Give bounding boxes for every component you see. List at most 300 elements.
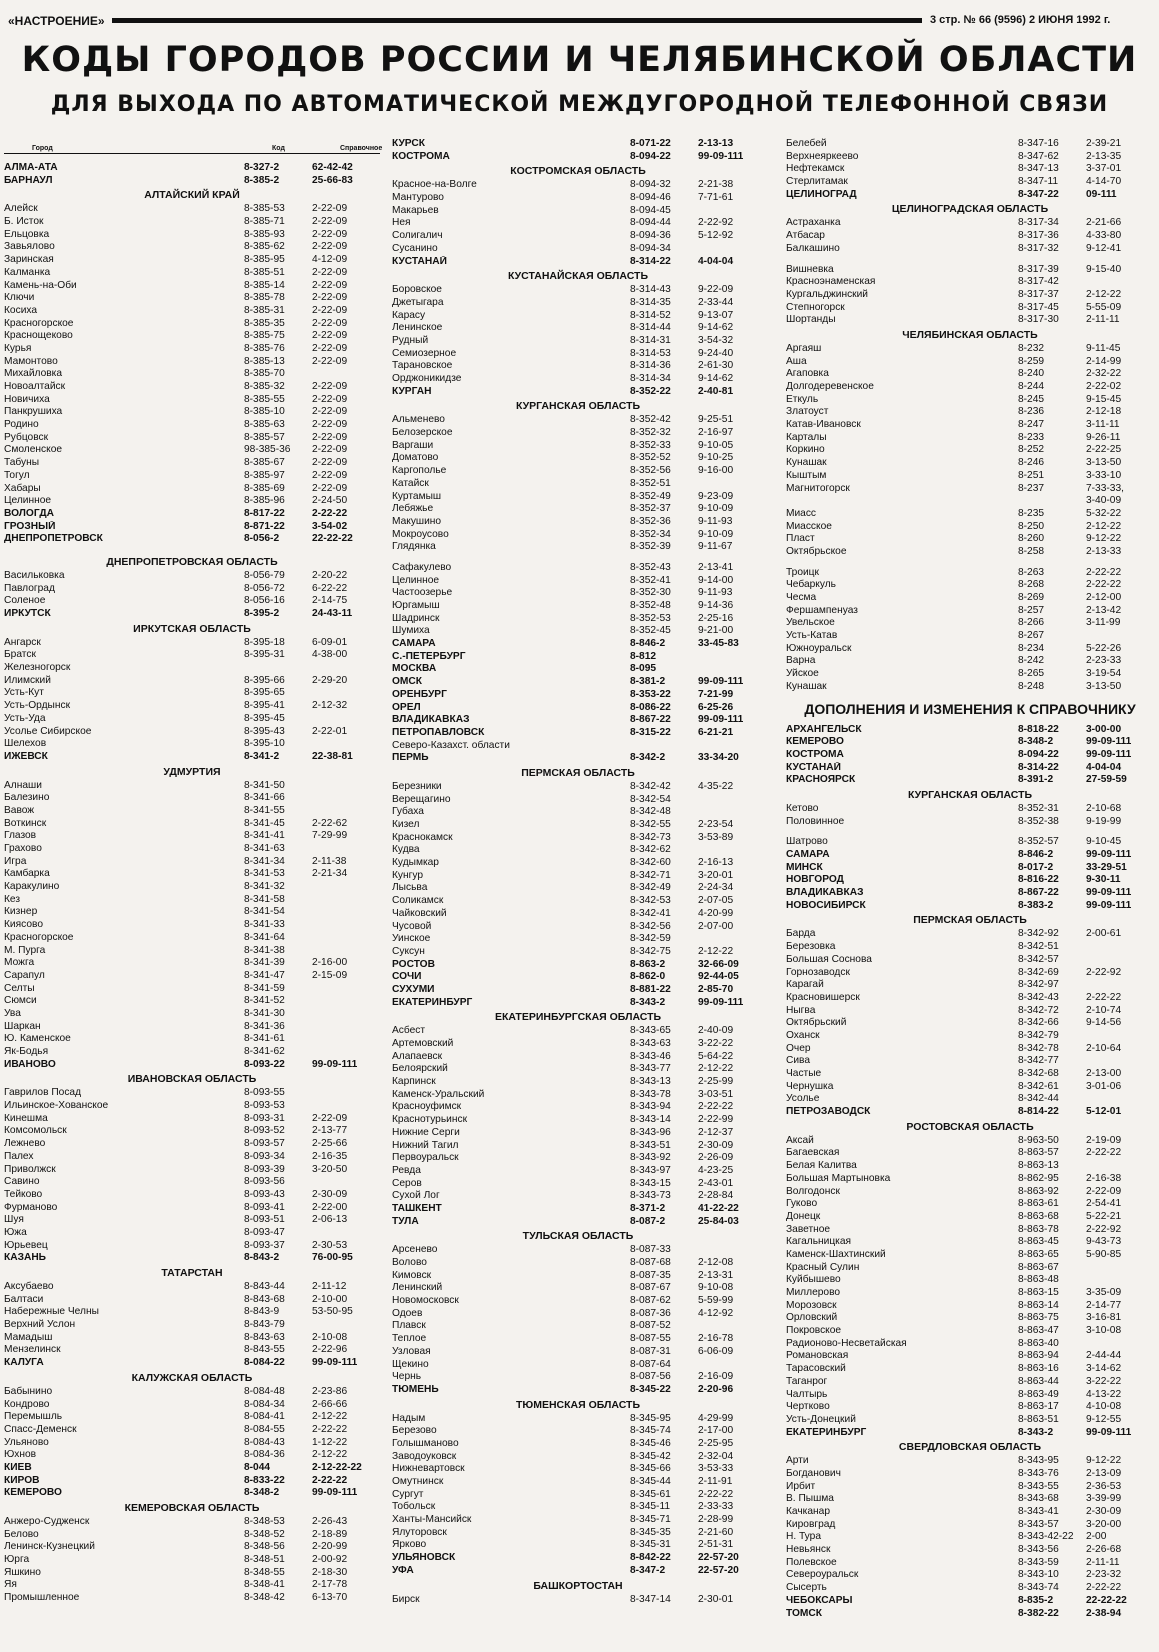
city-code: 8-385-55 xyxy=(244,393,285,405)
city-row xyxy=(4,675,380,688)
city-name: Нижние Серги xyxy=(392,1126,460,1138)
city-row xyxy=(392,1101,764,1114)
city-row xyxy=(786,1338,1154,1351)
column-body xyxy=(4,162,380,1605)
city-row xyxy=(786,836,1154,849)
city-ref xyxy=(698,794,764,807)
city-code: 8-352-33 xyxy=(630,439,671,451)
city-code: 8-371-2 xyxy=(630,1202,666,1214)
city-ref xyxy=(312,894,380,907)
city-ref: 22-22-22 xyxy=(312,533,353,545)
city-ref xyxy=(312,662,380,675)
city-row xyxy=(392,1451,764,1464)
city-name: Ирбит xyxy=(786,1480,816,1492)
city-row xyxy=(786,1043,1154,1056)
city-ref xyxy=(312,995,380,1008)
city-row xyxy=(786,508,1154,521)
city-name: Суксун xyxy=(392,945,425,957)
city-code: 8-343-78 xyxy=(630,1088,671,1100)
city-row-major xyxy=(786,774,1154,787)
city-ref: 2-23-33 xyxy=(1086,655,1122,667)
city-row xyxy=(786,617,1154,630)
city-name: ЧЕБОКСАРЫ xyxy=(786,1594,853,1606)
city-name: Нефтекамск xyxy=(786,163,845,175)
city-ref: 2-22-09 xyxy=(312,216,348,228)
city-name: Покровское xyxy=(786,1325,842,1337)
city-ref xyxy=(312,1021,380,1034)
city-name: Шаркан xyxy=(4,1020,41,1032)
city-name: Усолье xyxy=(786,1093,820,1105)
city-name: Очер xyxy=(786,1042,811,1054)
city-ref: 2-18-30 xyxy=(312,1566,348,1578)
city-code: 8-385-95 xyxy=(244,254,285,266)
city-ref: 09-111 xyxy=(1086,188,1117,200)
city-code: 8-342-49 xyxy=(630,882,671,894)
city-row-major xyxy=(786,1595,1154,1608)
city-row xyxy=(4,457,380,470)
page-header xyxy=(0,0,1159,150)
city-ref: 2-12-22 xyxy=(1086,288,1122,300)
city-row xyxy=(4,1164,380,1177)
city-row-major xyxy=(4,1252,380,1265)
city-ref: 6-22-22 xyxy=(312,582,348,594)
city-name: СОЧИ xyxy=(392,971,422,983)
city-name: Братск xyxy=(4,649,36,661)
city-code: 8-881-22 xyxy=(630,983,671,995)
city-name: Чернушка xyxy=(786,1080,834,1092)
city-ref: 4-33-80 xyxy=(1086,230,1122,242)
city-row-major xyxy=(392,984,764,997)
city-name: Краснощеково xyxy=(4,330,73,342)
city-name: КЕМЕРОВО xyxy=(786,736,844,748)
city-row xyxy=(786,419,1154,432)
city-ref xyxy=(312,713,380,726)
city-row-major xyxy=(4,608,380,621)
column-header-code: Код xyxy=(272,145,285,152)
city-ref: 2-30-53 xyxy=(312,1239,348,1251)
city-row xyxy=(786,1569,1154,1582)
city-row xyxy=(786,289,1154,302)
city-ref: 7-33-33, xyxy=(1086,482,1124,494)
city-name: Чертково xyxy=(786,1401,830,1413)
city-name: Астраханка xyxy=(786,217,841,229)
city-row xyxy=(4,1100,380,1113)
city-ref: 2-22-92 xyxy=(1086,966,1122,978)
city-ref: 2-22-09 xyxy=(312,469,348,481)
city-name: КИЕВ xyxy=(4,1461,32,1473)
city-ref: 6-06-09 xyxy=(698,1345,734,1357)
city-ref xyxy=(312,932,380,945)
city-ref: 2-22-96 xyxy=(312,1344,348,1356)
city-name: Каменск-Уральский xyxy=(392,1088,485,1100)
city-ref: 4-12-09 xyxy=(312,254,348,266)
city-code: 8-094-32 xyxy=(630,179,671,191)
city-row xyxy=(786,928,1154,941)
city-ref: 99-09-111 xyxy=(1086,899,1132,911)
city-name: Палех xyxy=(4,1150,34,1162)
city-code: 8-343-41 xyxy=(1018,1506,1059,1517)
city-name: Сусанино xyxy=(392,242,438,254)
city-ref: 3-11-99 xyxy=(1086,617,1121,629)
city-name: Плавск xyxy=(392,1320,426,1332)
city-code: 8-846-2 xyxy=(630,638,666,650)
city-code: 8-862-95 xyxy=(1018,1172,1059,1184)
region-heading: ЕКАТЕРИНБУРГСКАЯ ОБЛАСТЬ xyxy=(494,1011,662,1024)
city-row xyxy=(392,1270,764,1283)
city-code: 8-341-33 xyxy=(244,919,285,931)
city-row xyxy=(392,1178,764,1191)
city-row xyxy=(4,1138,380,1151)
city-ref: 3-16-81 xyxy=(1086,1312,1122,1324)
city-code: 8-352-49 xyxy=(630,490,671,502)
city-code: 8-314-53 xyxy=(630,347,671,359)
city-code: 8-843-55 xyxy=(244,1344,285,1356)
city-name: Целинное xyxy=(392,574,440,586)
city-ref: 9-11-45 xyxy=(1086,342,1121,354)
city-code: 8-863-40 xyxy=(1018,1337,1059,1349)
city-ref xyxy=(1086,979,1154,992)
city-row xyxy=(786,243,1154,256)
city-ref: 2-21-66 xyxy=(1086,217,1122,229)
city-row xyxy=(786,533,1154,546)
city-code: 8-835-2 xyxy=(1018,1594,1054,1606)
city-ref: 3-19-54 xyxy=(1086,668,1122,680)
city-code: 8-342-55 xyxy=(630,819,671,830)
city-name: Чернь xyxy=(392,1371,422,1383)
city-ref: 2-22-09 xyxy=(312,482,348,494)
region-heading: СВЕРДЛОВСКАЯ ОБЛАСТЬ xyxy=(898,1441,1042,1454)
city-ref: 2-23-86 xyxy=(312,1385,348,1397)
city-ref: 99-09-111 xyxy=(698,996,744,1008)
city-code: 8-094-45 xyxy=(630,204,671,216)
city-ref: 9-19-99 xyxy=(1086,815,1122,827)
city-name: ГРОЗНЫЙ xyxy=(4,520,56,532)
city-name: Южа xyxy=(4,1226,27,1238)
city-name: Соликамск xyxy=(392,895,444,907)
city-row-major xyxy=(392,1203,764,1216)
city-code: 8-348-56 xyxy=(244,1541,285,1553)
city-row-major xyxy=(392,714,764,727)
city-code: 8-342-77 xyxy=(1018,1055,1059,1067)
city-row xyxy=(786,151,1154,164)
city-ref: 2-12-22 xyxy=(312,1449,348,1461)
city-code: 8-342-92 xyxy=(1018,928,1059,940)
city-code: 8-246 xyxy=(1018,457,1045,469)
city-row xyxy=(4,637,380,650)
city-ref xyxy=(1086,630,1154,643)
city-code: 8-314-36 xyxy=(630,360,671,372)
city-name: Семиозерное xyxy=(392,347,457,359)
city-name: Ключи xyxy=(4,292,35,304)
city-ref: 2-06-13 xyxy=(312,1214,348,1226)
city-ref xyxy=(312,843,380,856)
city-code: 8-352-51 xyxy=(630,477,671,489)
city-code: 8-343-2 xyxy=(630,996,666,1008)
city-ref: 2-20-99 xyxy=(312,1541,348,1553)
city-code: 8-385-57 xyxy=(244,431,285,443)
city-row xyxy=(786,605,1154,618)
city-ref: 9-25-51 xyxy=(698,414,734,426)
city-name: Сарапул xyxy=(4,969,45,981)
city-row xyxy=(4,957,380,970)
city-code: 8-863-45 xyxy=(1018,1236,1059,1248)
city-name: Бирск xyxy=(392,1593,420,1605)
city-code: 8-863-94 xyxy=(1018,1350,1059,1362)
city-code: 8-341-52 xyxy=(244,995,285,1007)
city-code: 8-348-41 xyxy=(244,1579,285,1591)
city-code: 8-341-59 xyxy=(244,982,285,994)
city-row xyxy=(392,414,764,427)
city-name: Троицк xyxy=(786,566,819,578)
city-name: Серов xyxy=(392,1177,422,1189)
city-row xyxy=(786,1017,1154,1030)
city-row xyxy=(786,979,1154,992)
city-ref: 2-30-09 xyxy=(698,1139,734,1151)
city-name: Вишневка xyxy=(786,263,834,275)
city-ref: 2-22-22 xyxy=(312,1474,348,1486)
city-row xyxy=(392,529,764,542)
city-name: Златоуст xyxy=(786,406,829,418)
city-ref: 2-07-00 xyxy=(698,920,734,932)
city-row xyxy=(4,1529,380,1542)
city-code: 8-348-55 xyxy=(244,1566,285,1578)
city-row xyxy=(4,738,380,751)
city-code: 8-341-32 xyxy=(244,881,285,893)
city-code: 8-087-67 xyxy=(630,1282,671,1294)
city-row xyxy=(392,1025,764,1038)
city-row xyxy=(392,1038,764,1051)
city-code: 8-317-34 xyxy=(1018,217,1059,229)
city-name: Кунашак xyxy=(786,457,827,469)
city-row xyxy=(786,1544,1154,1557)
city-code: 8-341-34 xyxy=(244,855,285,867)
city-row xyxy=(786,655,1154,668)
city-row-major xyxy=(786,900,1154,913)
city-ref: 2-25-16 xyxy=(698,612,734,624)
city-name: Карасу xyxy=(392,309,426,321)
city-ref: 2-54-41 xyxy=(1086,1198,1122,1210)
city-row xyxy=(786,1173,1154,1186)
spacer xyxy=(786,256,1154,264)
city-ref: 2-51-31 xyxy=(698,1539,734,1551)
city-name: Усть-Уда xyxy=(4,712,46,724)
city-code: 8-343-73 xyxy=(630,1190,671,1202)
city-code: 8-315-22 xyxy=(630,726,671,738)
city-name: КАЗАНЬ xyxy=(4,1252,46,1264)
city-ref xyxy=(1086,1274,1154,1287)
city-code: 8-235 xyxy=(1018,507,1045,519)
city-row xyxy=(392,335,764,348)
city-name: Фершампенуаз xyxy=(786,604,858,616)
city-code: 8-342-60 xyxy=(630,857,671,869)
city-row xyxy=(4,356,380,369)
city-code: 8-818-22 xyxy=(1018,723,1059,735)
city-row-major xyxy=(4,1059,380,1072)
city-ref: 25-66-83 xyxy=(312,174,353,186)
city-code: 8-343-97 xyxy=(630,1164,671,1176)
city-ref: 2-22-99 xyxy=(698,1114,734,1126)
city-name: ТАШКЕНТ xyxy=(392,1202,442,1214)
city-code: 8-084-55 xyxy=(244,1423,285,1435)
city-code: 8-341-39 xyxy=(244,957,285,969)
city-ref: 2-22-09 xyxy=(312,228,348,240)
city-row xyxy=(392,857,764,870)
city-code: 8-314-43 xyxy=(630,284,671,296)
city-ref xyxy=(312,945,380,958)
city-ref: 2-11-12 xyxy=(312,1281,347,1292)
city-code: 8-093-53 xyxy=(244,1100,285,1112)
city-row xyxy=(4,368,380,381)
city-name: Ю. Каменское xyxy=(4,1033,71,1045)
city-name: Краснотурьинск xyxy=(392,1114,468,1126)
city-name: Большая Соснова xyxy=(786,953,872,965)
city-name: ОРЕНБУРГ xyxy=(392,688,447,700)
city-code: 8-352-52 xyxy=(630,452,671,464)
city-row xyxy=(4,919,380,932)
city-name: Миасс xyxy=(786,507,817,519)
city-ref xyxy=(312,919,380,932)
city-name: Игра xyxy=(4,855,27,867)
city-code: 8-341-62 xyxy=(244,1046,285,1057)
city-row xyxy=(4,470,380,483)
city-code: 8-352-34 xyxy=(630,528,671,540)
city-row-major xyxy=(786,1608,1154,1621)
city-row xyxy=(786,1350,1154,1363)
city-ref: 3-13-50 xyxy=(1086,680,1122,692)
city-name: Коркино xyxy=(786,444,825,456)
city-name: Воткинск xyxy=(4,817,47,829)
city-name: Красный Сулин xyxy=(786,1261,860,1273)
city-name: Губаха xyxy=(392,806,424,818)
city-ref: 2-36-53 xyxy=(1086,1480,1122,1492)
city-row xyxy=(786,579,1154,592)
city-name: Омутнинск xyxy=(392,1476,444,1487)
city-ref: 2-25-99 xyxy=(698,1076,734,1088)
city-ref: 2-22-09 xyxy=(312,431,348,443)
city-row xyxy=(786,1211,1154,1224)
city-name: Б. Исток xyxy=(4,216,44,228)
city-name: Промышленное xyxy=(4,1592,80,1604)
city-code: 8-342-62 xyxy=(630,844,671,856)
city-name: Красноуфимск xyxy=(392,1101,462,1113)
city-ref: 2-21-60 xyxy=(698,1526,734,1538)
city-code: 8-087-36 xyxy=(630,1307,671,1319)
city-row xyxy=(4,983,380,996)
city-code: 8-863-17 xyxy=(1018,1401,1059,1413)
city-name: Нижний Тагил xyxy=(392,1139,459,1151)
city-name: Хабары xyxy=(4,482,41,494)
city-code: 8-385-10 xyxy=(244,406,285,418)
spacer xyxy=(786,828,1154,836)
city-ref: 2-10-64 xyxy=(1086,1042,1122,1054)
city-row-major xyxy=(4,162,380,175)
city-ref: 2-22-09 xyxy=(312,241,348,253)
city-row xyxy=(4,970,380,983)
city-ref xyxy=(312,1087,380,1100)
city-code: 8-084-22 xyxy=(244,1357,285,1369)
region-heading: КУСТАНАЙСКАЯ ОБЛАСТЬ xyxy=(507,270,649,283)
city-ref xyxy=(698,205,764,218)
city-row xyxy=(786,1468,1154,1481)
city-name: Кудымкар xyxy=(392,857,439,869)
city-code: 8-314-44 xyxy=(630,322,671,334)
city-row xyxy=(786,816,1154,829)
city-name: Североуральск xyxy=(786,1569,859,1581)
city-code: 8-342-59 xyxy=(630,933,671,945)
city-ref: 3-35-09 xyxy=(1086,1287,1122,1298)
city-name: Богданович xyxy=(786,1467,841,1479)
city-ref: 76-00-95 xyxy=(312,1252,353,1264)
city-name: ПЕТРОЗАВОДСК xyxy=(786,1106,871,1118)
city-code: 8-385-93 xyxy=(244,228,285,240)
city-name: Гаврилов Посад xyxy=(4,1087,82,1099)
city-name: Каменск-Шахтинский xyxy=(786,1248,886,1260)
city-row xyxy=(786,1186,1154,1199)
city-row xyxy=(4,495,380,508)
city-code: 8-352-53 xyxy=(630,612,671,624)
city-ref: 2-30-09 xyxy=(1086,1506,1122,1517)
city-code: 8-863-75 xyxy=(1018,1312,1059,1324)
city-row xyxy=(392,870,764,883)
city-row xyxy=(392,297,764,310)
city-code: 8-863-51 xyxy=(1018,1413,1059,1425)
city-row xyxy=(4,432,380,445)
city-ref xyxy=(698,478,764,491)
city-ref xyxy=(312,881,380,894)
city-ref: 2-66-66 xyxy=(312,1398,348,1410)
city-code: 8-343-14 xyxy=(630,1114,671,1126)
city-ref xyxy=(312,1319,380,1332)
city-code: 8-342-79 xyxy=(1018,1029,1059,1041)
city-row xyxy=(4,713,380,726)
city-row xyxy=(392,844,764,857)
city-ref: 22-38-81 xyxy=(312,750,353,762)
city-ref xyxy=(312,983,380,996)
city-code: 8-345-66 xyxy=(630,1463,671,1475)
city-code: 8-247 xyxy=(1018,419,1045,431)
city-code: 8-087-68 xyxy=(630,1257,671,1268)
city-row xyxy=(392,1089,764,1102)
city-row xyxy=(786,495,1154,508)
city-row xyxy=(4,1189,380,1202)
city-code: 8-342-57 xyxy=(1018,953,1059,965)
city-ref xyxy=(312,792,380,805)
city-name: Половинное xyxy=(786,815,845,827)
city-code: 8-314-34 xyxy=(630,373,671,384)
city-code: 8-084-41 xyxy=(244,1411,285,1423)
city-ref: 2-20-96 xyxy=(698,1383,734,1395)
city-ref: 3-20-00 xyxy=(1086,1518,1122,1530)
city-row-major xyxy=(786,762,1154,775)
city-code: 8-385-96 xyxy=(244,495,285,507)
city-code: 8-342-75 xyxy=(630,945,671,957)
city-code: 8-863-68 xyxy=(1018,1210,1059,1222)
city-row xyxy=(392,1257,764,1270)
city-name: Як-Бодья xyxy=(4,1046,49,1057)
city-name: Куйбышево xyxy=(786,1274,841,1286)
city-name: Красноэнаменская xyxy=(786,276,876,288)
city-code: 8-341-41 xyxy=(244,830,285,842)
city-ref: 2-22-09 xyxy=(312,406,348,418)
city-ref: 5-59-99 xyxy=(698,1295,734,1307)
city-row xyxy=(392,908,764,921)
city-code: 8-342-54 xyxy=(630,793,671,805)
city-code: 8-093-51 xyxy=(244,1214,285,1226)
city-row xyxy=(786,1493,1154,1506)
city-code: 8-352-31 xyxy=(1018,802,1059,814)
city-row xyxy=(786,1287,1154,1300)
city-ref: 2-22-09 xyxy=(312,355,348,367)
